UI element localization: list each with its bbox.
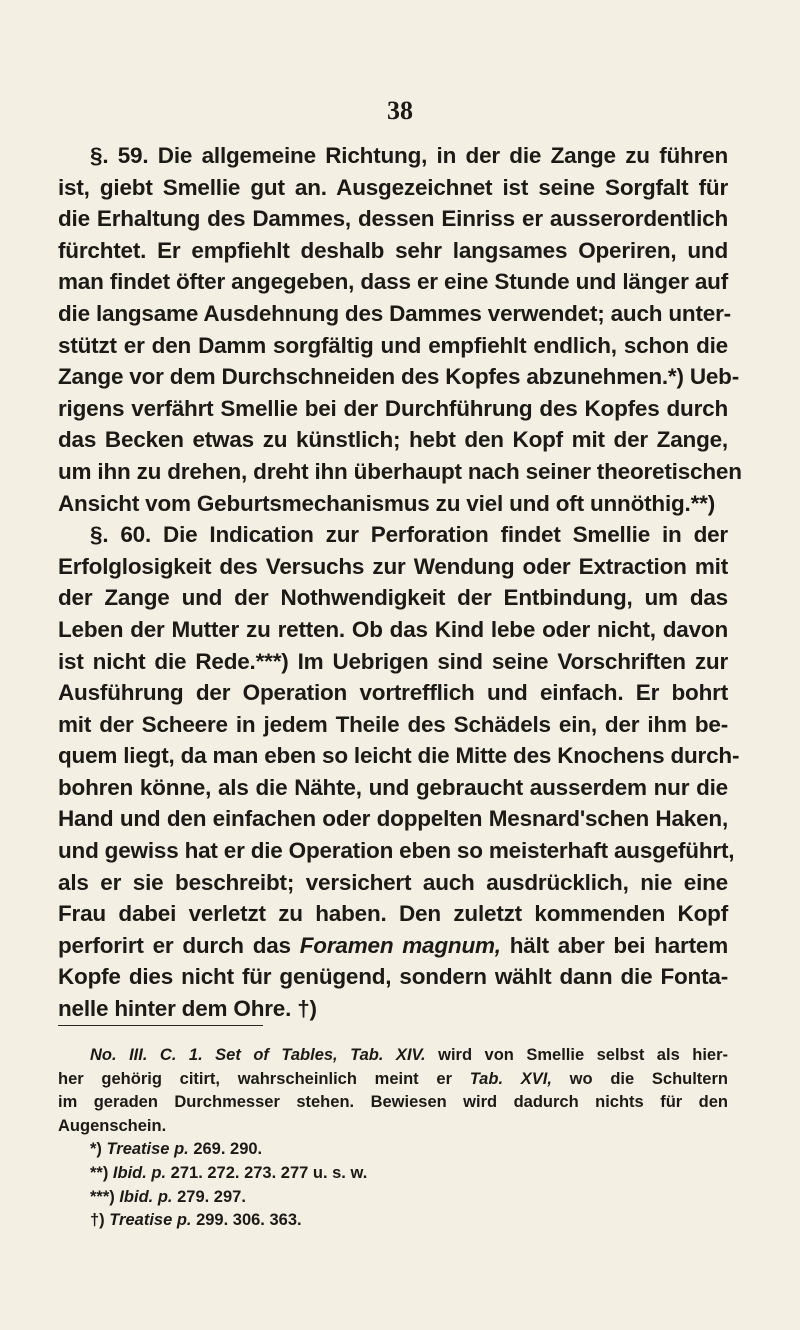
note-line <box>58 1068 728 1092</box>
text-line <box>58 930 728 962</box>
footnote-item <box>58 1186 728 1210</box>
footnote-pages: 271. 272. 273. 277 u. s. w. <box>166 1163 368 1182</box>
text-line: stützt er den Damm sorgfältig und empfiehlt endlich, schon die <box>58 332 728 358</box>
text-line: Frau dabei verletzt zu haben. Den zuletzt kommenden Kopf <box>58 901 728 927</box>
text-line: quem liegt, da man eben so leicht die Mitte des Knochens durch- <box>58 743 740 769</box>
italic-reference: Ibid. p. <box>112 1163 167 1182</box>
text-line: §. 60. Die Indication zur Perforation findet Smellie in der <box>90 522 728 548</box>
text-line: ist, giebt Smellie gut an. Ausgezeichnet ist seine Sorgfalt für <box>58 174 728 200</box>
footnote-mark: *) <box>90 1140 107 1159</box>
text-segment: wird von Smellie selbst als hier- <box>425 1046 728 1064</box>
italic-reference: Ibid. p. <box>119 1187 173 1206</box>
text-line: rigens verfährt Smellie bei der Durchführung des Kopfes durch <box>58 395 728 421</box>
text-line: und gewiss hat er die Operation eben so meisterhaft ausgeführt, <box>58 838 735 864</box>
footnote-mark: ***) <box>90 1187 120 1206</box>
text-segment: wo die Schultern <box>551 1069 728 1088</box>
text-line: Ausführung der Operation vortrefflich und einfach. Er bohrt <box>58 680 728 706</box>
footnote-item <box>58 1162 728 1186</box>
text-segment: perforirt er durch das <box>58 932 300 958</box>
footnote-item <box>58 1209 728 1233</box>
note-line <box>58 1044 728 1068</box>
footnote-mark: **) <box>90 1163 113 1182</box>
footnote-pages: 279. 297. <box>172 1187 246 1206</box>
italic-reference: No. III. C. 1. Set of Tables, Tab. XIV. <box>90 1046 426 1064</box>
italic-reference: Treatise p. <box>109 1211 192 1230</box>
text-line: Hand und den einfachen oder doppelten Mesnard'schen Haken, <box>58 806 728 832</box>
note-line: Augenschein. <box>58 1116 167 1135</box>
text-line: der Zange und der Nothwendigkeit der Entbindung, um das <box>58 585 728 611</box>
text-line: als er sie beschreibt; versichert auch ausdrücklich, nie eine <box>58 869 728 895</box>
main-text <box>58 140 742 1025</box>
text-line: nelle hinter dem Ohre. †) <box>58 996 317 1022</box>
text-segment: hält aber bei hartem <box>500 932 729 958</box>
footnotes <box>58 1044 728 1233</box>
text-line: um ihn zu drehen, dreht ihn überhaupt nach seiner theoretischen <box>58 458 742 484</box>
text-line: ist nicht die Rede.***) Im Uebrigen sind seine Vorschriften zur <box>58 648 728 674</box>
text-line: Zange vor dem Durchschneiden des Kopfes abzunehmen.*) Ueb- <box>58 364 740 390</box>
italic-reference: Tab. XVI, <box>469 1069 552 1088</box>
text-line: die Erhaltung des Dammes, dessen Einriss er ausserordentlich <box>58 206 728 232</box>
text-line: bohren könne, als die Nähte, und gebraucht ausserdem nur die <box>58 774 728 800</box>
footnote-mark: †) <box>90 1211 110 1230</box>
text-line: Leben der Mutter zu retten. Ob das Kind lebe oder nicht, davon <box>58 616 728 642</box>
text-line: mit der Scheere in jedem Theile des Schädels ein, der ihm be- <box>58 711 728 737</box>
text-line: §. 59. Die allgemeine Richtung, in der die Zange zu führen <box>90 143 728 168</box>
page-number: 38 <box>387 96 413 125</box>
text-line: fürchtet. Er empfiehlt deshalb sehr langsames Operiren, und <box>58 237 728 263</box>
text-line: Kopfe dies nicht für genügend, sondern wählt dann die Fonta- <box>58 964 728 990</box>
footnote-pages: 299. 306. 363. <box>191 1211 302 1230</box>
text-line: Ansicht vom Geburtsmechanismus zu viel und oft unnöthig.**) <box>58 490 716 516</box>
text-line: das Becken etwas zu künstlich; hebt den Kopf mit der Zange, <box>58 427 728 453</box>
italic-term: Foramen magnum, <box>299 932 501 958</box>
text-line: Erfolglosigkeit des Versuchs zur Wendung oder Extraction mit <box>58 553 728 579</box>
footnote-pages: 269. 290. <box>188 1140 263 1159</box>
text-segment: her gehörig citirt, wahrscheinlich meint er <box>58 1069 470 1088</box>
note-line: im geraden Durchmesser stehen. Bewiesen wird dadurch nichts für den <box>58 1093 728 1112</box>
text-line: die langsame Ausdehnung des Dammes verwendet; auch unter- <box>58 300 731 326</box>
text-line: man findet öfter angegeben, dass er eine Stunde und länger auf <box>58 269 728 295</box>
footnote-divider <box>58 1025 263 1026</box>
footnote-item <box>58 1138 728 1162</box>
italic-reference: Treatise p. <box>106 1140 189 1159</box>
